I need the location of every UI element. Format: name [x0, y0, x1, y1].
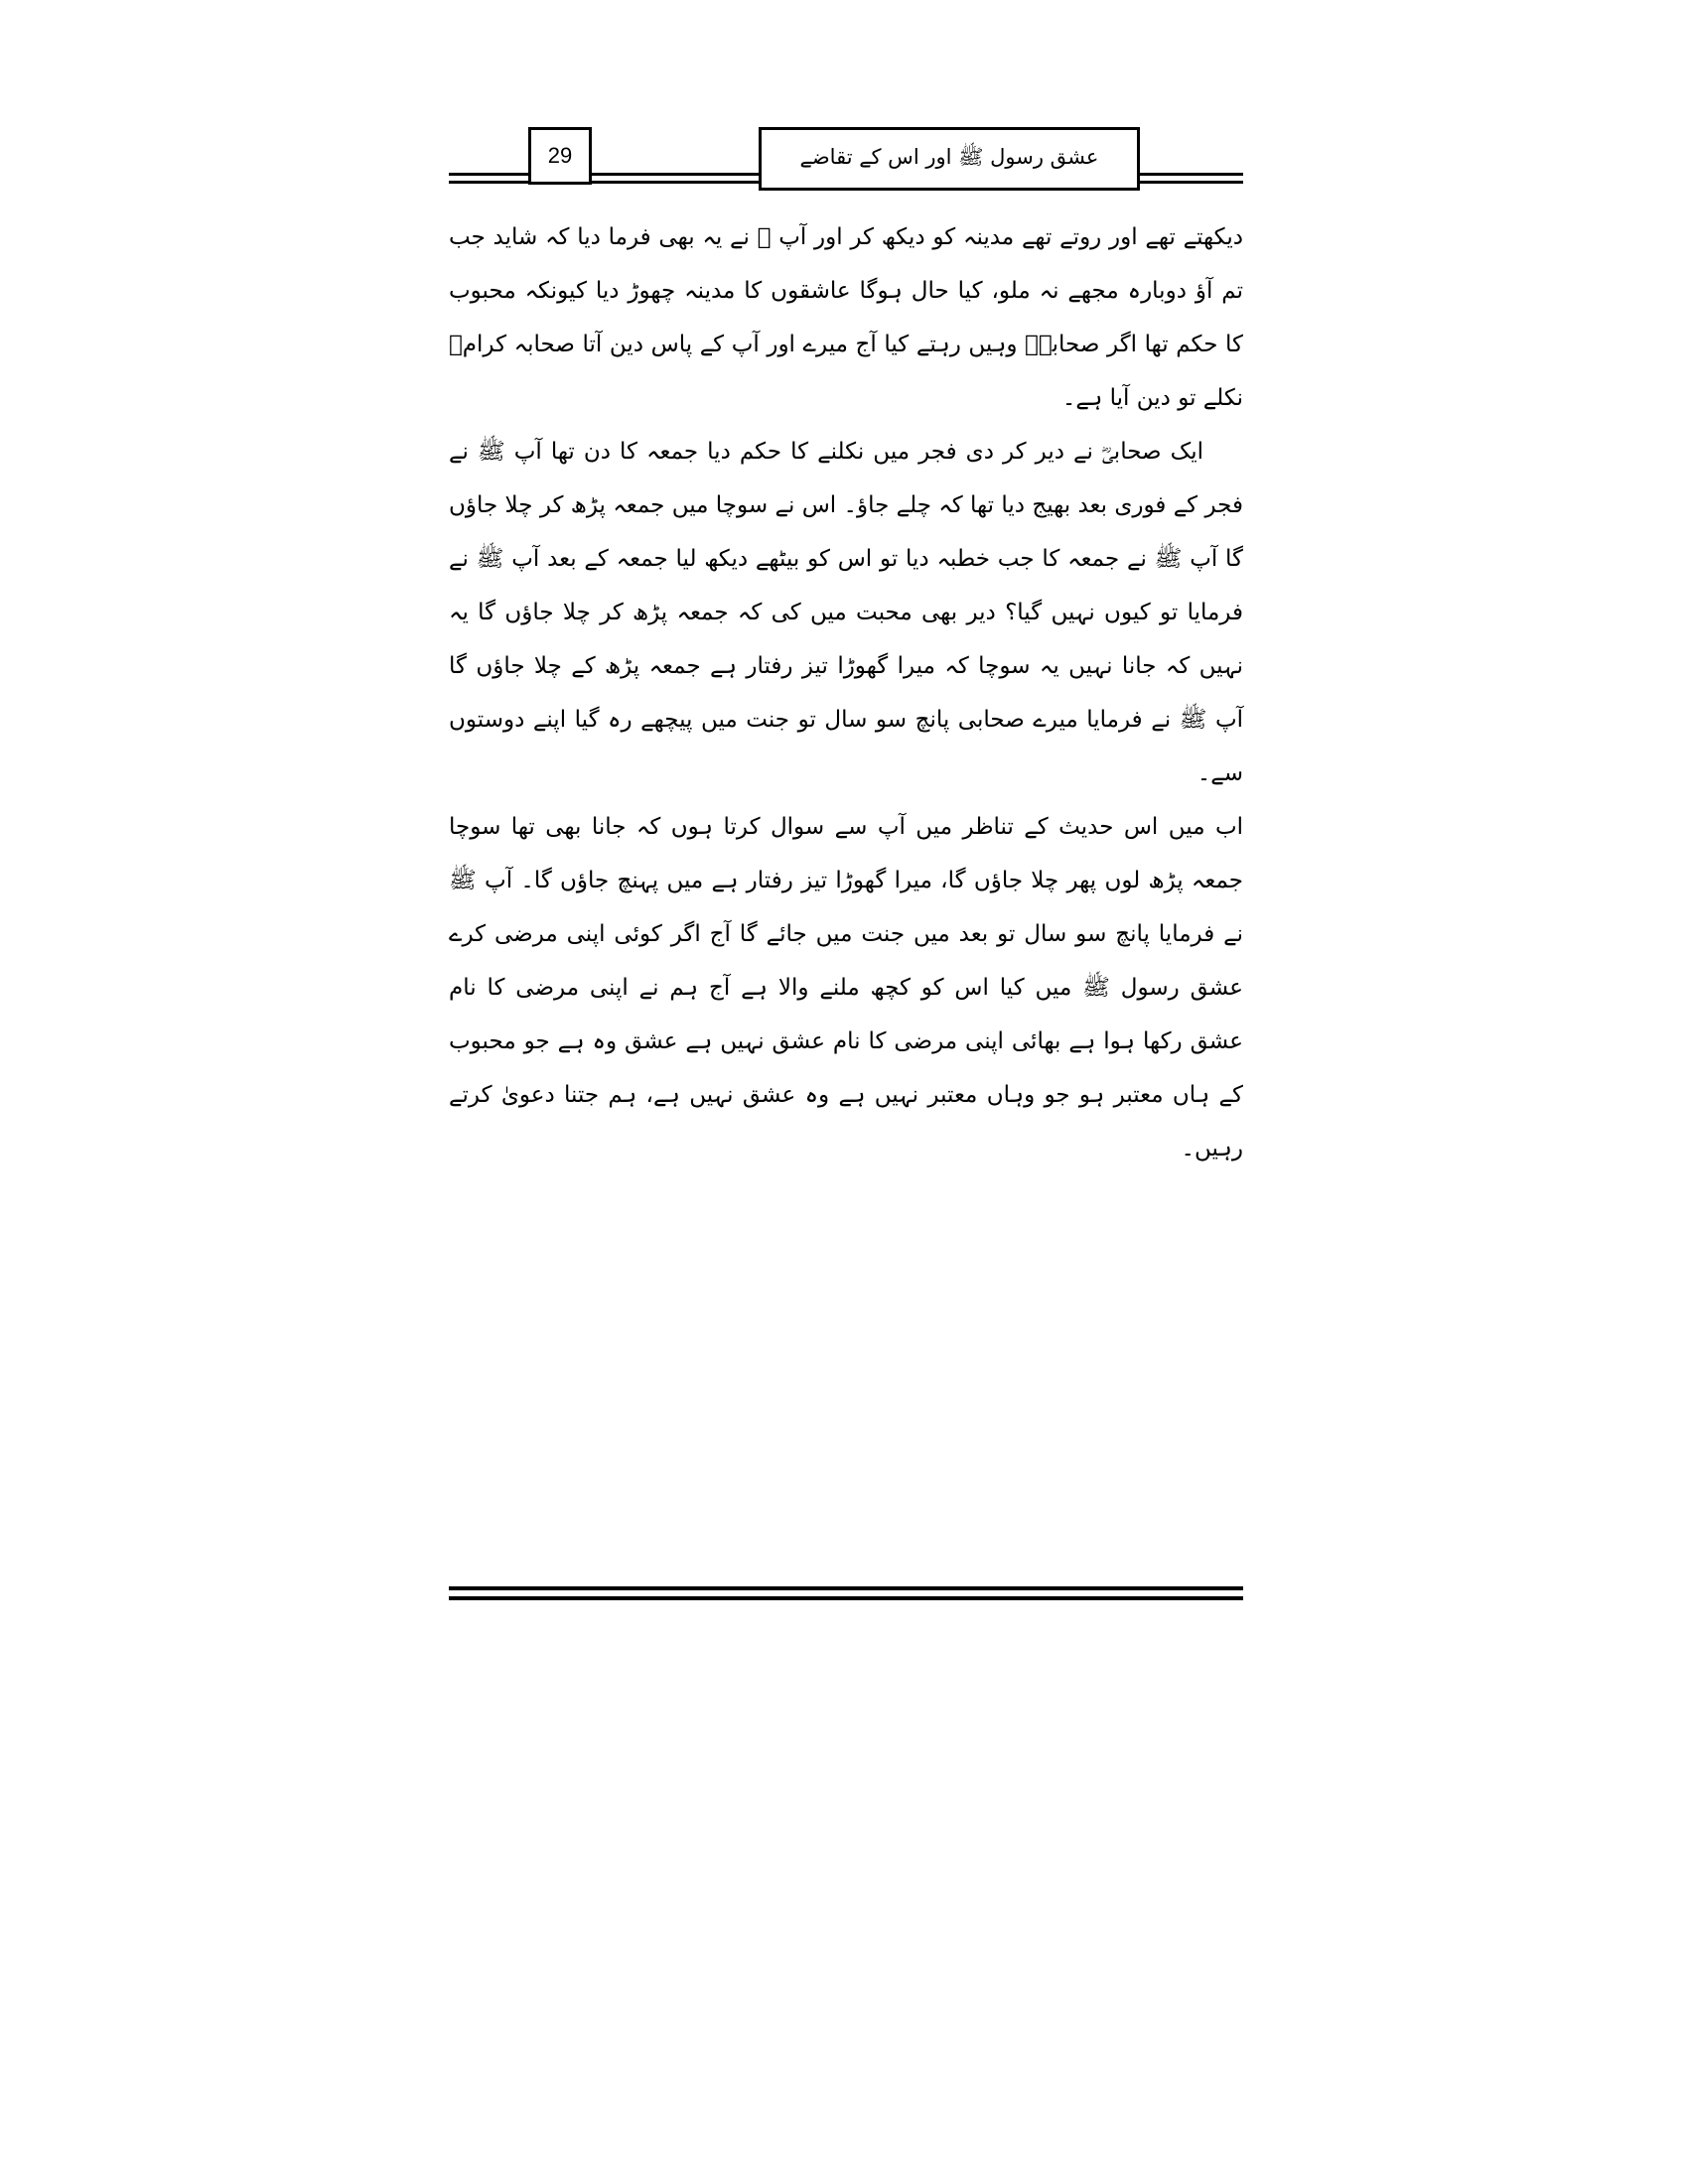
page-number — [528, 127, 592, 185]
paragraph-3: اب میں اس حدیث کے تناظر میں آپ سے سوال کرتا ہوں کہ جانا بھی تھا سوچا جمعہ پڑھ لوں پھر چلا جاؤں گا، میرا گھوڑا تیز رفتار ہے میں پہنچ جاؤں گا۔ آپ ﷺ نے فرمایا پانچ سو سال تو بعد میں جنت میں جائے گا آج اگر کوئی اپنی مرضی کرے عشق رسول ﷺ میں کیا اس کو کچھ ملنے والا ہے آج ہم نے اپنی مرضی کا نام عشق رکھا ہوا ہے بھائی اپنی مرضی کا نام عشق نہیں ہے عشق وہ ہے جو محبوب کے ہاں معتبر ہو جو وہاں معتبر نہیں ہے وہ عشق نہیں ہے، ہم جتنا دعویٰ کرتے رہیں۔ — [449, 814, 1243, 1161]
header-rule-middle-bottom — [592, 181, 759, 184]
page-number-text: 29 — [547, 143, 573, 168]
running-title — [759, 127, 1140, 191]
paragraph-1: دیکھتے تھے اور روتے تھے مدینہ کو دیکھ کر اور آپ ﷺ نے یہ بھی فرما دیا کہ شاید جب تم آؤ دوبارہ مجھے نہ ملو، کیا حال ہوگا عاشقوں کا مدینہ چھوڑ دیا کیونکہ محبوب کا حکم تھا اگر صحابہؓ وہیں رہتے کیا آج میرے اور آپ کے پاس دین آتا صحابہ کرامؓ نکلے تو دین آیا ہے۔ — [449, 224, 1243, 411]
footer-rule-bottom — [449, 1596, 1243, 1600]
header-rule-right-top — [1140, 173, 1243, 176]
header-rule-middle-top — [592, 173, 759, 176]
header-rule-left-top — [449, 173, 528, 176]
footer-rule-top — [449, 1586, 1243, 1590]
header-rule-left-bottom — [449, 181, 528, 184]
running-title-text: عشق رسول ﷺ اور اس کے تقاضے — [799, 144, 1099, 169]
header-rule-right-bottom — [1140, 181, 1243, 184]
paragraph-2: ایک صحابیؓ نے دیر کر دی فجر میں نکلنے کا حکم دیا جمعہ کا دن تھا آپ ﷺ نے فجر کے فوری بعد بھیج دیا تھا کہ چلے جاؤ۔ اس نے سوچا میں جمعہ پڑھ کر چلا جاؤں گا آپ ﷺ نے جمعہ کا جب خطبہ دیا تو اس کو بیٹھے دیکھ لیا جمعہ کے بعد آپ ﷺ نے فرمایا تو کیوں نہیں گیا؟ دیر بھی محبت میں کی کہ جمعہ پڑھ کر چلا جاؤں گا یہ نہیں کہ جانا نہیں یہ سوچا کہ میرا گھوڑا تیز رفتار ہے جمعہ پڑھ کے چلا جاؤں گا آپ ﷺ نے فرمایا میرے صحابی پانچ سو سال تو جنت میں پیچھے رہ گیا اپنے دوستوں سے۔ — [449, 439, 1243, 786]
page-body — [449, 210, 1243, 1175]
